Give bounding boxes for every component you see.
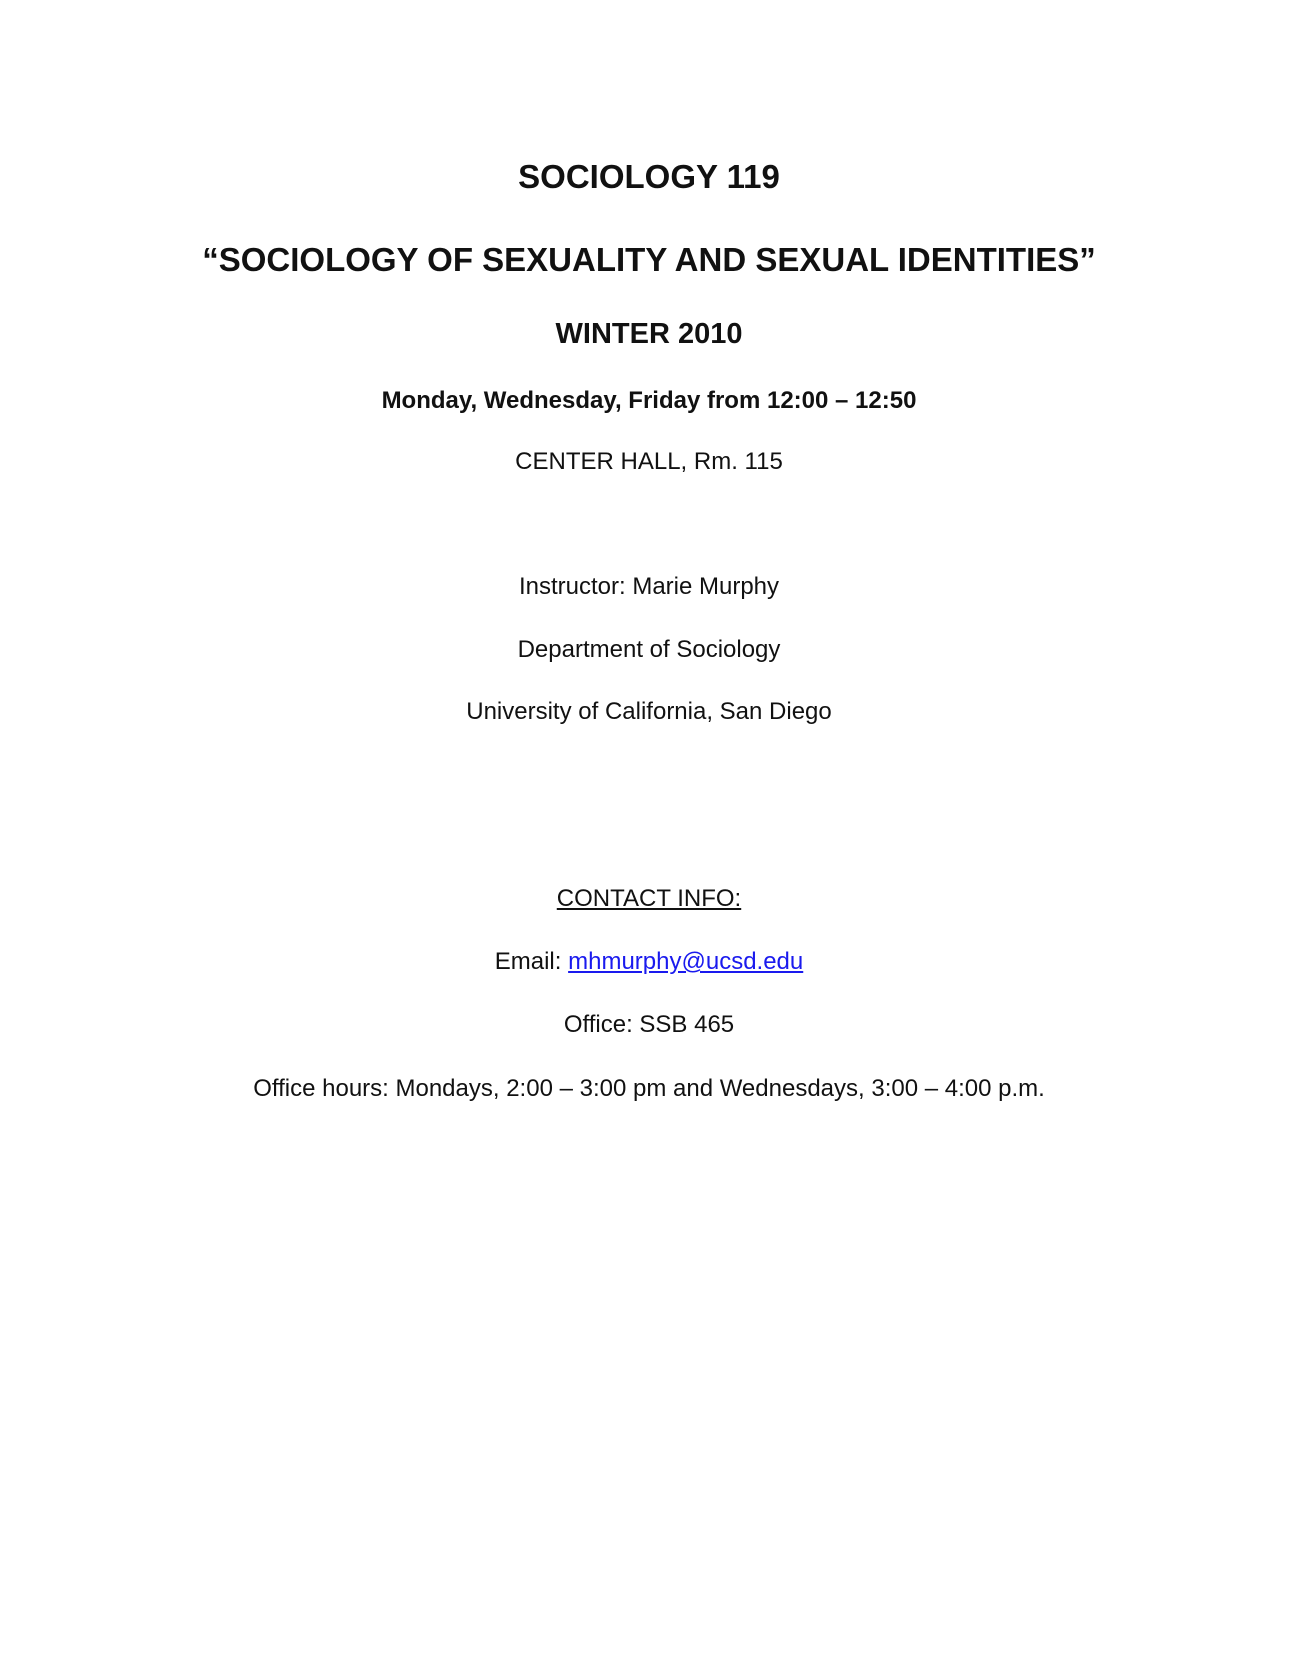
term: WINTER 2010 bbox=[555, 318, 743, 350]
office-hours: Office hours: Mondays, 2:00 – 3:00 pm and Wednesdays, 3:00 – 4:00 p.m. bbox=[253, 1075, 1045, 1102]
class-schedule: Monday, Wednesday, Friday from 12:00 – 12:50 bbox=[381, 387, 917, 414]
class-location: CENTER HALL, Rm. 115 bbox=[515, 448, 783, 475]
email-label: Email: bbox=[494, 948, 569, 975]
course-number: SOCIOLOGY 119 bbox=[518, 158, 780, 195]
instructor-name: Instructor: Marie Murphy bbox=[518, 573, 780, 600]
email-line bbox=[0, 950, 1298, 974]
contact-info-heading: CONTACT INFO: bbox=[556, 885, 742, 912]
department: Department of Sociology bbox=[517, 636, 781, 663]
course-title: “SOCIOLOGY OF SEXUALITY AND SEXUAL IDENTITIES” bbox=[202, 241, 1096, 278]
university: University of California, San Diego bbox=[466, 698, 832, 725]
office-location: Office: SSB 465 bbox=[563, 1011, 735, 1038]
email-link[interactable]: mhmurphy@ucsd.edu bbox=[568, 948, 804, 975]
